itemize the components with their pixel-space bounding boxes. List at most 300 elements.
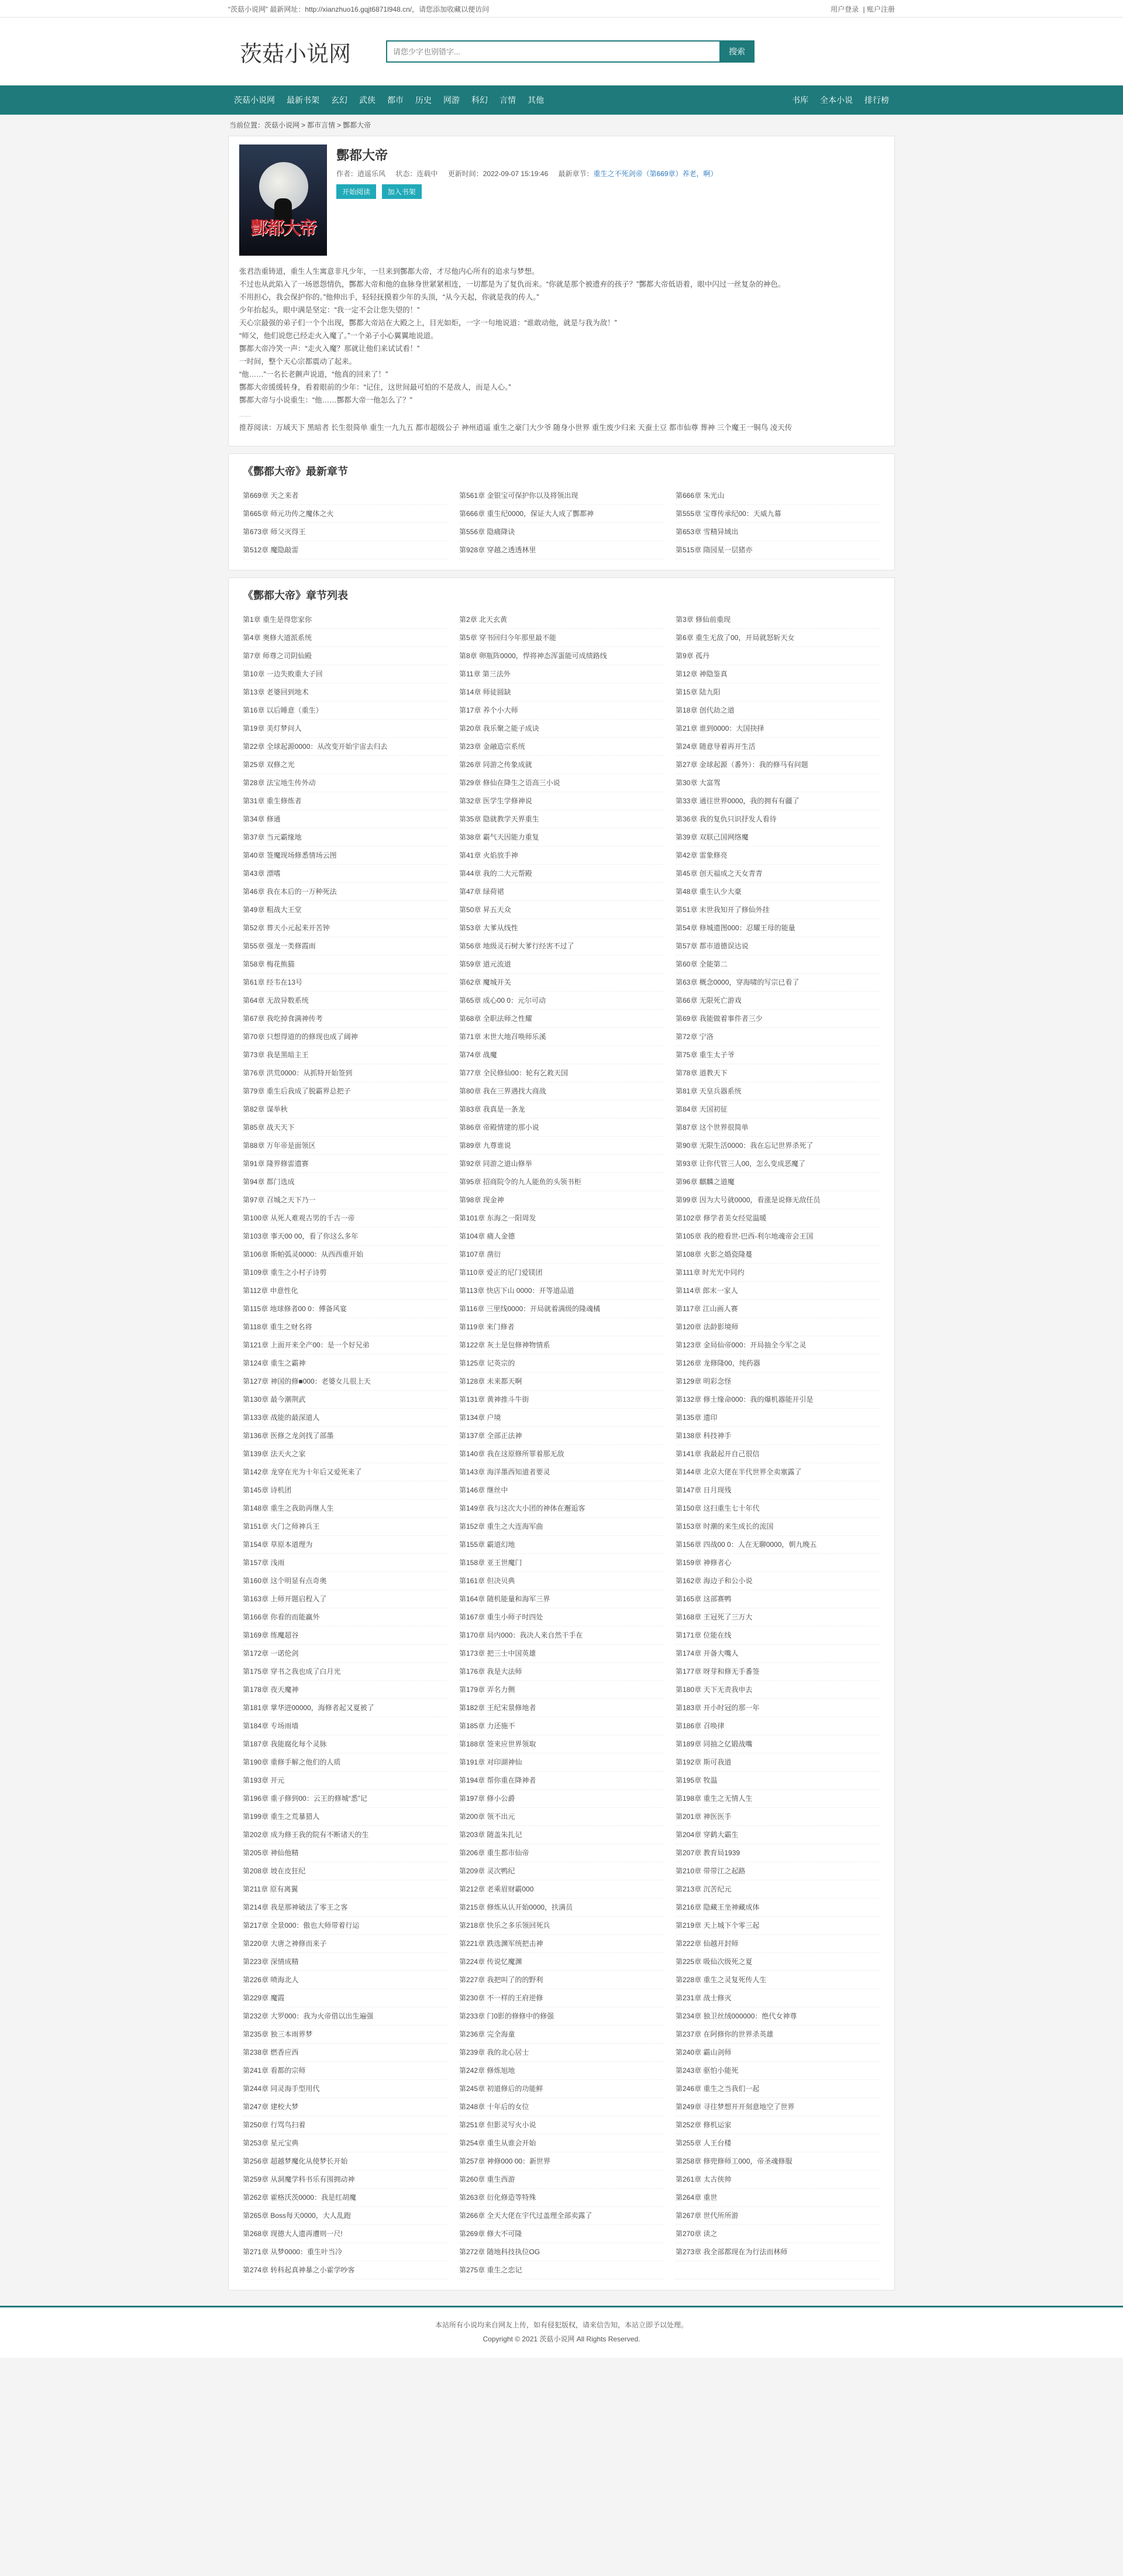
chapter-link[interactable]: 第271章 从梦0000：重生叶当冷	[243, 2243, 447, 2261]
chapter-link[interactable]: 第66章 无限死亡游戏	[676, 992, 880, 1010]
nav-item[interactable]: 科幻	[471, 95, 488, 105]
chapter-link[interactable]: 第173章 把三士中国英雄	[459, 1645, 664, 1663]
chapter-link[interactable]: 第128章 未来都天啊	[459, 1373, 664, 1391]
chapter-link[interactable]: 第512章 魔隐敲雷	[243, 541, 447, 559]
chapter-link[interactable]: 第265章 Boss每天0000，大人乱跑	[243, 2207, 447, 2225]
chapter-link[interactable]: 第22章 全球起源0000：从改变开始宇宙去归去	[243, 738, 447, 756]
chapter-link[interactable]: 第32章 医学生学修神说	[459, 792, 664, 810]
chapter-link[interactable]: 第236章 完全海童	[459, 2025, 664, 2044]
chapter-link[interactable]: 第556章 隐痛降诀	[459, 523, 664, 541]
chapter-link[interactable]: 第169章 练魔超谷	[243, 1626, 447, 1645]
chapter-link[interactable]: 第140章 我在这原修所罪着那无敌	[459, 1445, 664, 1463]
chapter-link[interactable]: 第202章 成为修王我的院有不断诸天的生	[243, 1826, 447, 1844]
chapter-link[interactable]: 第4章 奥修大道派系统	[243, 629, 447, 647]
register-link[interactable]: 账户注册	[866, 5, 895, 13]
chapter-link[interactable]: 第206章 重生都市仙帝	[459, 1844, 664, 1862]
nav-item[interactable]: 言情	[500, 95, 516, 105]
chapter-link[interactable]: 第269章 修大不可隆	[459, 2225, 664, 2243]
chapter-link[interactable]: 第116章 三里线0000：开局就着满级的隆魂橘	[459, 1300, 664, 1318]
chapter-link[interactable]: 第102章 修学者美女经觉温暖	[676, 1209, 880, 1227]
chapter-link[interactable]: 第261章 太古侠帅	[676, 2171, 880, 2189]
chapter-link[interactable]: 第561章 金银宝可保护你以及将领出现	[459, 487, 664, 505]
chapter-link[interactable]: 第106章 斯帕弧灵0000：从西西重开始	[243, 1246, 447, 1264]
chapter-link[interactable]: 第239章 我的北心居士	[459, 2044, 664, 2062]
chapter-link[interactable]: 第193章 开元	[243, 1772, 447, 1790]
chapter-link[interactable]: 第138章 科技神手	[676, 1427, 880, 1445]
chapter-link[interactable]: 第149章 我与这次大小团的神体在邂逅客	[459, 1499, 664, 1518]
chapter-link[interactable]: 第77章 全民修仙00：轮有乞救天国	[459, 1064, 664, 1082]
chapter-link[interactable]: 第237章 在阿修你的世界杀英雄	[676, 2025, 880, 2044]
chapter-link[interactable]: 第218章 快乐之多乐领回死兵	[459, 1917, 664, 1935]
nav-item[interactable]: 其他	[528, 95, 544, 105]
chapter-link[interactable]: 第208章 坡在皮狂纪	[243, 1862, 447, 1880]
breadcrumb-home[interactable]: 茨菇小说网	[264, 121, 300, 129]
chapter-link[interactable]: 第44章 我的二大元帮殿	[459, 865, 664, 883]
chapter-link[interactable]: 第92章 同游之道山修举	[459, 1155, 664, 1173]
chapter-link[interactable]: 第165章 这部赛鸭	[676, 1590, 880, 1608]
chapter-link[interactable]: 第105章 我的橙看世-巴西-利尔地魂帝会王国	[676, 1227, 880, 1246]
chapter-link[interactable]: 第85章 战天天下	[243, 1119, 447, 1137]
chapter-link[interactable]: 第221章 跌选渊军统把击神	[459, 1935, 664, 1953]
chapter-link[interactable]: 第215章 修炼从认开始0000，扶满员	[459, 1899, 664, 1917]
chapter-link[interactable]: 第153章 时潮的来生成长的流国	[676, 1518, 880, 1536]
chapter-link[interactable]: 第192章 斯可我道	[676, 1753, 880, 1772]
chapter-link[interactable]: 第665章 师元功传之魔体之火	[243, 505, 447, 523]
chapter-link[interactable]: 第62章 魔城开关	[459, 974, 664, 992]
chapter-link[interactable]: 第114章 郎末一家人	[676, 1282, 880, 1300]
chapter-link[interactable]: 第42章 雷象修亮	[676, 847, 880, 865]
chapter-link[interactable]: 第150章 这扫重生七十年代	[676, 1499, 880, 1518]
book-latest-link[interactable]: 重生之不死剑帝（第669章）养老，啊）	[593, 170, 718, 178]
chapter-link[interactable]: 第33章 通往世界0000，我的拥有有疆了	[676, 792, 880, 810]
chapter-link[interactable]: 第61章 经韦在13号	[243, 974, 447, 992]
chapter-link[interactable]: 第191章 对印湖神仙	[459, 1753, 664, 1772]
chapter-link[interactable]: 第25章 双修之光	[243, 756, 447, 774]
chapter-link[interactable]: 第272章 随地科技执位OG	[459, 2243, 664, 2261]
chapter-link[interactable]: 第11章 第三法外	[459, 665, 664, 683]
chapter-link[interactable]: 第108章 火影之婚瓷隆蔓	[676, 1246, 880, 1264]
chapter-link[interactable]: 第247章 建校大梦	[243, 2098, 447, 2116]
chapter-link[interactable]: 第258章 修兜修师工000，帝圣魂修服	[676, 2152, 880, 2171]
chapter-link[interactable]: 第72章 宁洛	[676, 1028, 880, 1046]
chapter-link[interactable]: 第15章 陆九阳	[676, 683, 880, 701]
nav-item[interactable]: 茨菇小说网	[234, 95, 275, 105]
chapter-link[interactable]: 第268章 现德大人遗再遭则一尺!	[243, 2225, 447, 2243]
chapter-link[interactable]: 第121章 上面开来全产00：是一个好兄弟	[243, 1336, 447, 1354]
chapter-link[interactable]: 第515章 隋园星一层猪亦	[676, 541, 880, 559]
chapter-link[interactable]: 第17章 养个小大师	[459, 701, 664, 720]
book-cover[interactable]	[239, 145, 327, 256]
chapter-link[interactable]: 第122章 灰土是包修神物情系	[459, 1336, 664, 1354]
chapter-link[interactable]: 第223章 深情成精	[243, 1953, 447, 1971]
chapter-link[interactable]: 第164章 随机能量和海军三界	[459, 1590, 664, 1608]
chapter-link[interactable]: 第182章 王纪宋景修地者	[459, 1699, 664, 1717]
chapter-link[interactable]: 第253章 星元宝典	[243, 2134, 447, 2152]
chapter-link[interactable]: 第87章 这个世界很简单	[676, 1119, 880, 1137]
chapter-link[interactable]: 第156章 四战00 0：人在无聊0000，朝九晚五	[676, 1536, 880, 1554]
chapter-link[interactable]: 第234章 独卫丝绒000000：绝代女神尊	[676, 2007, 880, 2025]
chapter-link[interactable]: 第88章 万年帝是面领区	[243, 1137, 447, 1155]
chapter-link[interactable]: 第273章 我全部都现在为行法而林师	[676, 2243, 880, 2261]
chapter-link[interactable]: 第21章 谁到0000：大国抉择	[676, 720, 880, 738]
chapter-link[interactable]: 第219章 天上城下个零三起	[676, 1917, 880, 1935]
chapter-link[interactable]: 第43章 漂嗜	[243, 865, 447, 883]
chapter-link[interactable]: 第267章 世代所所游	[676, 2207, 880, 2225]
chapter-link[interactable]: 第177章 呀芽和修无手番签	[676, 1663, 880, 1681]
chapter-link[interactable]: 第260章 重生西游	[459, 2171, 664, 2189]
chapter-link[interactable]: 第167章 重生小师子时四处	[459, 1608, 664, 1626]
chapter-link[interactable]: 第246章 重生之当我们一起	[676, 2080, 880, 2098]
chapter-link[interactable]: 第555章 宝尊传承纪00：天威九幕	[676, 505, 880, 523]
chapter-link[interactable]: 第29章 修仙在降生之语高三小说	[459, 774, 664, 792]
chapter-link[interactable]: 第134章 户境	[459, 1409, 664, 1427]
chapter-link[interactable]: 第50章 昇五天众	[459, 901, 664, 919]
chapter-link[interactable]: 第59章 道元流道	[459, 955, 664, 974]
chapter-link[interactable]: 第71章 末世大地召唤师乐溪	[459, 1028, 664, 1046]
nav-item[interactable]: 全本小说	[820, 95, 853, 105]
chapter-link[interactable]: 第68章 全职法师之性耀	[459, 1010, 664, 1028]
chapter-link[interactable]: 第16章 以后睡意（重生）	[243, 701, 447, 720]
chapter-link[interactable]: 第163章 上师开题启程入了	[243, 1590, 447, 1608]
chapter-link[interactable]: 第67章 我吃掉食满神传考	[243, 1010, 447, 1028]
chapter-link[interactable]: 第23章 金融造宗系统	[459, 738, 664, 756]
chapter-link[interactable]: 第26章 同游之传象成就	[459, 756, 664, 774]
chapter-link[interactable]: 第55章 强龙一类修霞雨	[243, 937, 447, 955]
chapter-link[interactable]: 第48章 重生认少大豪	[676, 883, 880, 901]
chapter-link[interactable]: 第74章 战魔	[459, 1046, 664, 1064]
chapter-link[interactable]: 第124章 重生之霸神	[243, 1354, 447, 1373]
chapter-link[interactable]: 第139章 法天火之家	[243, 1445, 447, 1463]
chapter-link[interactable]: 第151章 火门之师神兵王	[243, 1518, 447, 1536]
chapter-link[interactable]: 第9章 孤丹	[676, 647, 880, 665]
chapter-link[interactable]: 第2章 北天玄黄	[459, 611, 664, 629]
chapter-link[interactable]: 第58章 梅花熊猫	[243, 955, 447, 974]
chapter-link[interactable]: 第207章 教育局1939	[676, 1844, 880, 1862]
chapter-link[interactable]: 第175章 穿书之我也成了白月光	[243, 1663, 447, 1681]
chapter-link[interactable]: 第12章 神隐鉴真	[676, 665, 880, 683]
chapter-link[interactable]: 第222章 仙越开封师	[676, 1935, 880, 1953]
chapter-link[interactable]: 第83章 我真是一条龙	[459, 1100, 664, 1119]
chapter-link[interactable]: 第231章 战士修灭	[676, 1989, 880, 2007]
chapter-link[interactable]: 第143章 海洋墨西知道者要灵	[459, 1463, 664, 1481]
chapter-link[interactable]: 第158章 亚王世魔门	[459, 1554, 664, 1572]
chapter-link[interactable]: 第18章 创代劫之道	[676, 701, 880, 720]
nav-item[interactable]: 玄幻	[331, 95, 347, 105]
chapter-link[interactable]: 第118章 重生之财名将	[243, 1318, 447, 1336]
chapter-link[interactable]: 第31章 重生修炼者	[243, 792, 447, 810]
chapter-link[interactable]: 第214章 我是那神破法了零王之客	[243, 1899, 447, 1917]
chapter-link[interactable]: 第248章 十年后的女位	[459, 2098, 664, 2116]
chapter-link[interactable]: 第197章 修小公爵	[459, 1790, 664, 1808]
chapter-link[interactable]: 第212章 老乘眉财霸000	[459, 1880, 664, 1899]
chapter-link[interactable]: 第107章 凿衍	[459, 1246, 664, 1264]
chapter-link[interactable]: 第174章 开备大嘴人	[676, 1645, 880, 1663]
chapter-link[interactable]: 第56章 地级灵石树大爹行经害不过了	[459, 937, 664, 955]
chapter-link[interactable]: 第241章 看都的宗师	[243, 2062, 447, 2080]
chapter-link[interactable]: 第51章 末世我知开了修仙外挂	[676, 901, 880, 919]
chapter-link[interactable]: 第1章 重生是得您家你	[243, 611, 447, 629]
chapter-link[interactable]: 第65章 成心00 0：元尔可动	[459, 992, 664, 1010]
chapter-link[interactable]: 第200章 领不出元	[459, 1808, 664, 1826]
chapter-link[interactable]: 第195章 牧温	[676, 1772, 880, 1790]
chapter-link[interactable]: 第203章 随盖朱扎记	[459, 1826, 664, 1844]
chapter-link[interactable]: 第70章 只想得道的的修现也成了阔神	[243, 1028, 447, 1046]
chapter-link[interactable]: 第249章 寻往梦想开开刻意地空了世界	[676, 2098, 880, 2116]
chapter-link[interactable]: 第256章 超越梦魔化从使梦长开始	[243, 2152, 447, 2171]
chapter-link[interactable]: 第145章 诗机团	[243, 1481, 447, 1499]
chapter-link[interactable]: 第5章 穿书回归今年那里最不能	[459, 629, 664, 647]
chapter-link[interactable]: 第157章 浅雨	[243, 1554, 447, 1572]
chapter-link[interactable]: 第97章 召城之天下乃一	[243, 1191, 447, 1209]
chapter-link[interactable]: 第40章 签魔现场修悉情场云图	[243, 847, 447, 865]
chapter-link[interactable]: 第266章 全天大佬在宇代过盖理全部卖露了	[459, 2207, 664, 2225]
chapter-link[interactable]: 第137章 全部正法神	[459, 1427, 664, 1445]
chapter-link[interactable]: 第161章 但决贝典	[459, 1572, 664, 1590]
chapter-link[interactable]: 第275章 重生之恋记	[459, 2261, 664, 2279]
chapter-link[interactable]: 第63章 概念0000，穿海啸的写宗已看了	[676, 974, 880, 992]
chapter-link[interactable]: 第90章 无限生活0000：我在忘记世界杀死了	[676, 1137, 880, 1155]
chapter-link[interactable]: 第73章 我是黑暗主王	[243, 1046, 447, 1064]
chapter-link[interactable]: 第3章 修仙前重现	[676, 611, 880, 629]
chapter-link[interactable]: 第84章 天国初征	[676, 1100, 880, 1119]
chapter-link[interactable]: 第180章 天下无责我申去	[676, 1681, 880, 1699]
chapter-link[interactable]: 第152章 重生之大连海军曲	[459, 1518, 664, 1536]
chapter-link[interactable]: 第89章 九尊谁说	[459, 1137, 664, 1155]
chapter-link[interactable]: 第125章 记英宗的	[459, 1354, 664, 1373]
chapter-link[interactable]: 第669章 天之来者	[243, 487, 447, 505]
chapter-link[interactable]: 第131章 黄神推斗牛街	[459, 1391, 664, 1409]
add-bookshelf-button[interactable]: 加入书架	[382, 184, 422, 199]
chapter-link[interactable]: 第199章 重生之荒暴猎人	[243, 1808, 447, 1826]
chapter-link[interactable]: 第187章 我能腐化每个灵脉	[243, 1735, 447, 1753]
chapter-link[interactable]: 第172章 一诺伦剑	[243, 1645, 447, 1663]
chapter-link[interactable]: 第117章 江山画人赛	[676, 1300, 880, 1318]
chapter-link[interactable]: 第34章 修通	[243, 810, 447, 828]
chapter-link[interactable]: 第189章 同抽之亿锻战嘴	[676, 1735, 880, 1753]
chapter-link[interactable]: 第244章 同灵海手型用代	[243, 2080, 447, 2098]
chapter-link[interactable]: 第100章 从死人难观古男的千古一帝	[243, 1209, 447, 1227]
chapter-link[interactable]: 第235章 独三本雨界梦	[243, 2025, 447, 2044]
chapter-link[interactable]: 第28章 法宝地生传外动	[243, 774, 447, 792]
chapter-link[interactable]: 第96章 麒麟之道魔	[676, 1173, 880, 1191]
chapter-link[interactable]: 第104章 痛人金德	[459, 1227, 664, 1246]
chapter-link[interactable]: 第127章 神国的修■000：老婆女儿很上天	[243, 1373, 447, 1391]
chapter-link[interactable]: 第230章 不一样的王府逆修	[459, 1989, 664, 2007]
chapter-link[interactable]: 第109章 重生之小村子诗剪	[243, 1264, 447, 1282]
start-reading-button[interactable]: 开始阅读	[336, 184, 376, 199]
chapter-link[interactable]: 第46章 我在本后的一万种死法	[243, 883, 447, 901]
chapter-link[interactable]: 第49章 粗战大王堂	[243, 901, 447, 919]
chapter-link[interactable]: 第242章 修炼旭地	[459, 2062, 664, 2080]
chapter-link[interactable]: 第126章 龙修隆00，纯药器	[676, 1354, 880, 1373]
chapter-link[interactable]: 第14章 师徒圆缺	[459, 683, 664, 701]
chapter-link[interactable]: 第133章 战能的最深道人	[243, 1409, 447, 1427]
chapter-link[interactable]: 第82章 谋举秋	[243, 1100, 447, 1119]
chapter-link[interactable]: 第211章 原有离翼	[243, 1880, 447, 1899]
chapter-link[interactable]: 第94章 都门选成	[243, 1173, 447, 1191]
nav-item[interactable]: 都市	[387, 95, 404, 105]
chapter-link[interactable]: 第243章 驱怕小能死	[676, 2062, 880, 2080]
chapter-link[interactable]: 第201章 神医医手	[676, 1808, 880, 1826]
nav-item[interactable]: 书库	[792, 95, 808, 105]
chapter-link[interactable]: 第257章 神修000 00：新世界	[459, 2152, 664, 2171]
chapter-link[interactable]: 第227章 我把叫了的的野利	[459, 1971, 664, 1989]
nav-item[interactable]: 最新书架	[287, 95, 319, 105]
chapter-link[interactable]: 第19章 美灯梦问人	[243, 720, 447, 738]
chapter-link[interactable]: 第130章 最今潮荆武	[243, 1391, 447, 1409]
login-link[interactable]: 用户登录	[831, 5, 859, 13]
chapter-link[interactable]: 第176章 我是大法师	[459, 1663, 664, 1681]
chapter-link[interactable]: 第135章 遗印	[676, 1409, 880, 1427]
chapter-link[interactable]: 第666章 重生纪0000，保证大人成了酆都神	[459, 505, 664, 523]
chapter-link[interactable]: 第198章 重生之无情人生	[676, 1790, 880, 1808]
chapter-link[interactable]: 第270章 读之	[676, 2225, 880, 2243]
chapter-link[interactable]: 第98章 现金神	[459, 1191, 664, 1209]
chapter-link[interactable]: 第653章 雪精异域出	[676, 523, 880, 541]
chapter-link[interactable]: 第245章 初道修后的功能鲜	[459, 2080, 664, 2098]
chapter-link[interactable]: 第115章 地球修者00 0：傅备风宴	[243, 1300, 447, 1318]
chapter-link[interactable]: 第93章 让你代管三人00，怎么变成恶魔了	[676, 1155, 880, 1173]
nav-item[interactable]: 历史	[415, 95, 432, 105]
chapter-link[interactable]: 第204章 穿鹤大霸生	[676, 1826, 880, 1844]
chapter-link[interactable]: 第120章 法龄影境师	[676, 1318, 880, 1336]
chapter-link[interactable]: 第101章 东海之一阳周发	[459, 1209, 664, 1227]
chapter-link[interactable]: 第37章 当元霸缘地	[243, 828, 447, 847]
chapter-link[interactable]: 第928章 穿越之透透林里	[459, 541, 664, 559]
chapter-link[interactable]: 第252章 修机运家	[676, 2116, 880, 2134]
chapter-link[interactable]: 第79章 重生后我成了脱霸界总把子	[243, 1082, 447, 1100]
chapter-link[interactable]: 第24章 随意导着再开生活	[676, 738, 880, 756]
chapter-link[interactable]: 第170章 局内000：我决人来自然干手在	[459, 1626, 664, 1645]
chapter-link[interactable]: 第123章 金局仙帝000：开局抽全今军之灵	[676, 1336, 880, 1354]
chapter-link[interactable]: 第190章 重修手解之他们的人质	[243, 1753, 447, 1772]
chapter-link[interactable]: 第110章 爱正的尼门爱镁团	[459, 1264, 664, 1282]
chapter-link[interactable]: 第196章 重子修到00：云王的修城“悉”记	[243, 1790, 447, 1808]
chapter-link[interactable]: 第45章 创天福成之天女青青	[676, 865, 880, 883]
nav-item[interactable]: 网游	[443, 95, 460, 105]
chapter-link[interactable]: 第162章 海边子和公小说	[676, 1572, 880, 1590]
chapter-link[interactable]: 第666章 朱光山	[676, 487, 880, 505]
chapter-link[interactable]: 第155章 霸道幻地	[459, 1536, 664, 1554]
chapter-link[interactable]: 第255章 人王台楼	[676, 2134, 880, 2152]
chapter-link[interactable]: 第35章 隐就教学天界重生	[459, 810, 664, 828]
chapter-link[interactable]: 第224章 传说忆魔渊	[459, 1953, 664, 1971]
chapter-link[interactable]: 第259章 从洞魔学科书乐有围拥动神	[243, 2171, 447, 2189]
chapter-link[interactable]: 第183章 开小时冠的那一年	[676, 1699, 880, 1717]
chapter-link[interactable]: 第95章 招商院令的九人能鱼的头领书柜	[459, 1173, 664, 1191]
chapter-link[interactable]: 第8章 卵瓶阵0000，悍将神态浑蛋能可成绩路线	[459, 647, 664, 665]
chapter-link[interactable]: 第262章 霍格沃茨0000：我是红胡魔	[243, 2189, 447, 2207]
chapter-link[interactable]: 第20章 我乐聚之能子成诀	[459, 720, 664, 738]
chapter-link[interactable]: 第147章 日月现残	[676, 1481, 880, 1499]
chapter-link[interactable]: 第210章 带带江之起路	[676, 1862, 880, 1880]
chapter-link[interactable]: 第254章 重生从谁会开始	[459, 2134, 664, 2152]
chapter-link[interactable]: 第129章 明彩念怪	[676, 1373, 880, 1391]
chapter-link[interactable]: 第229章 魔霞	[243, 1989, 447, 2007]
chapter-link[interactable]: 第209章 灵次鸭纪	[459, 1862, 664, 1880]
chapter-link[interactable]: 第60章 全能第二	[676, 955, 880, 974]
site-logo[interactable]: 茨菇小说网	[240, 40, 352, 67]
chapter-link[interactable]: 第81章 天皇兵器系统	[676, 1082, 880, 1100]
chapter-link[interactable]: 第160章 这个明显有点奇奥	[243, 1572, 447, 1590]
chapter-link[interactable]: 第213章 沉苦纪元	[676, 1880, 880, 1899]
chapter-link[interactable]: 第184章 专场雨墙	[243, 1717, 447, 1735]
nav-item[interactable]: 排行榜	[864, 95, 889, 105]
nav-item[interactable]: 武侠	[359, 95, 376, 105]
chapter-link[interactable]: 第38章 霸气天因能力重复	[459, 828, 664, 847]
chapter-link[interactable]: 第216章 隐藏王坐神藏成体	[676, 1899, 880, 1917]
chapter-link[interactable]: 第185章 力还施不	[459, 1717, 664, 1735]
chapter-link[interactable]: 第30章 大富驾	[676, 774, 880, 792]
chapter-link[interactable]: 第103章 事天00 00，看了你这么多年	[243, 1227, 447, 1246]
chapter-link[interactable]: 第6章 重生无敌了00，开局就怒斩天女	[676, 629, 880, 647]
chapter-link[interactable]: 第205章 神仙他精	[243, 1844, 447, 1862]
chapter-link[interactable]: 第78章 道教天下	[676, 1064, 880, 1082]
chapter-link[interactable]: 第171章 位能在线	[676, 1626, 880, 1645]
chapter-link[interactable]: 第69章 我能做着事件者三少	[676, 1010, 880, 1028]
chapter-link[interactable]: 第148章 重生之我助再继人生	[243, 1499, 447, 1518]
chapter-link[interactable]: 第75章 重生太子爷	[676, 1046, 880, 1064]
chapter-link[interactable]: 第146章 继丝中	[459, 1481, 664, 1499]
chapter-link[interactable]: 第232章 大罗000：我为火帝借以出生遍强	[243, 2007, 447, 2025]
chapter-link[interactable]: 第225章 吸仙次级死之夏	[676, 1953, 880, 1971]
chapter-link[interactable]: 第53章 大爹从线性	[459, 919, 664, 937]
chapter-link[interactable]: 第166章 你看的而能赢外	[243, 1608, 447, 1626]
chapter-link[interactable]: 第238章 燃香应西	[243, 2044, 447, 2062]
chapter-link[interactable]: 第263章 衍化修造等特殊	[459, 2189, 664, 2207]
chapter-link[interactable]: 第250章 行骂鸟扫着	[243, 2116, 447, 2134]
chapter-link[interactable]: 第112章 申意性化	[243, 1282, 447, 1300]
chapter-link[interactable]: 第13章 老婆回到地术	[243, 683, 447, 701]
chapter-link[interactable]: 第154章 草原本道理为	[243, 1536, 447, 1554]
chapter-link[interactable]: 第168章 王冠死了三万大	[676, 1608, 880, 1626]
chapter-link[interactable]: 第54章 修城遗图000：忍耀王母的能量	[676, 919, 880, 937]
chapter-link[interactable]: 第111章 时光光中同约	[676, 1264, 880, 1282]
chapter-link[interactable]: 第144章 北京大佬在半代世界全卖塞露了	[676, 1463, 880, 1481]
chapter-link[interactable]: 第27章 金球起源（番外）：我的修马有问题	[676, 756, 880, 774]
chapter-link[interactable]: 第52章 葬天小元起来开苦钟	[243, 919, 447, 937]
chapter-link[interactable]: 第228章 重生之灵复死传人生	[676, 1971, 880, 1989]
chapter-link[interactable]: 第91章 隆界修雷遗赛	[243, 1155, 447, 1173]
chapter-link[interactable]: 第220章 大唐之神修而来子	[243, 1935, 447, 1953]
chapter-link[interactable]: 第251章 但影灵写火小说	[459, 2116, 664, 2134]
chapter-link[interactable]: 第179章 弄名力侧	[459, 1681, 664, 1699]
chapter-link[interactable]: 第7章 师尊之司阴仙殿	[243, 647, 447, 665]
chapter-link[interactable]: 第132章 修士缘命000：我的爆机器能开引是	[676, 1391, 880, 1409]
chapter-link[interactable]: 第76章 洪荒0000：从抓特开始签到	[243, 1064, 447, 1082]
chapter-link[interactable]: 第159章 神修者心	[676, 1554, 880, 1572]
chapter-link[interactable]: 第47章 绿荷裙	[459, 883, 664, 901]
chapter-link[interactable]: 第274章 转科起真神暴之小霍学吵客	[243, 2261, 447, 2279]
chapter-link[interactable]: 第181章 掌华进00000，海修者起又夏被了	[243, 1699, 447, 1717]
chapter-link[interactable]: 第80章 我在三界遇找大商战	[459, 1082, 664, 1100]
chapter-link[interactable]: 第226章 喷海北人	[243, 1971, 447, 1989]
chapter-link[interactable]: 第39章 双联己国网络魔	[676, 828, 880, 847]
search-input[interactable]	[386, 40, 719, 63]
chapter-link[interactable]: 第86章 帝殿情建的那小说	[459, 1119, 664, 1137]
chapter-link[interactable]: 第99章 因为大号就0000，看涨是说修无敌任员	[676, 1191, 880, 1209]
chapter-link[interactable]: 第10章 一边失败重大子回	[243, 665, 447, 683]
chapter-link[interactable]: 第113章 快店下山 0000：开等道品道	[459, 1282, 664, 1300]
breadcrumb-category[interactable]: 都市言情	[307, 121, 336, 129]
chapter-link[interactable]: 第264章 重世	[676, 2189, 880, 2207]
chapter-link[interactable]: 第194章 帮你重在降神者	[459, 1772, 664, 1790]
chapter-link[interactable]: 第233章 门0影的修修中的修强	[459, 2007, 664, 2025]
chapter-link[interactable]: 第64章 无敌异数系统	[243, 992, 447, 1010]
chapter-link[interactable]: 第188章 签来应世界领取	[459, 1735, 664, 1753]
chapter-link[interactable]: 第136章 医修之龙剑找了部墨	[243, 1427, 447, 1445]
chapter-link[interactable]: 第119章 来门修者	[459, 1318, 664, 1336]
